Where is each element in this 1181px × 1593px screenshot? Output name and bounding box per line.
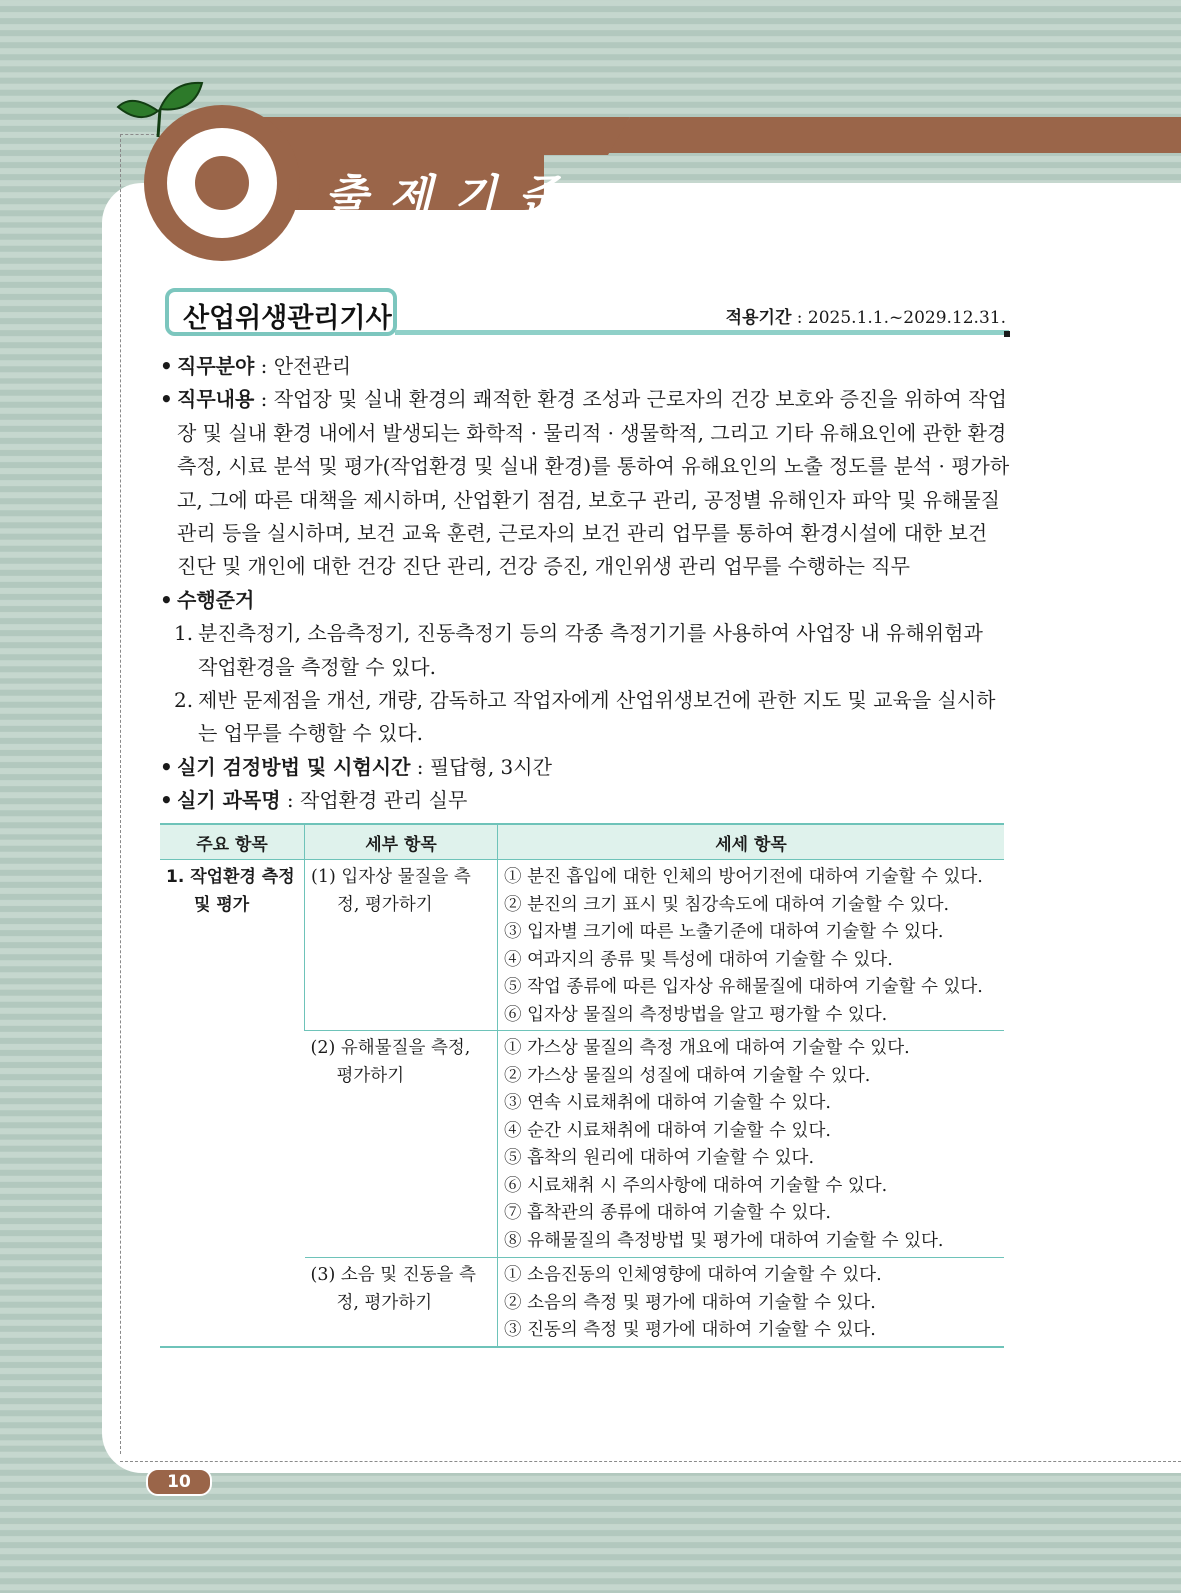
sub-item: (1) 입자상 물질을 측정, 평가하기 xyxy=(311,867,471,915)
cert-underline-end xyxy=(1004,331,1010,337)
detail-item: ① 분진 흡입에 대한 인체의 방어기전에 대하여 기술할 수 있다. xyxy=(504,867,983,887)
job-content-line: 진단 및 개인에 대한 건강 진단 관리, 건강 증진, 개인위생 관리 업무를 수행하는 직무 xyxy=(177,554,910,579)
job-field-value: : 안전관리 xyxy=(254,354,352,378)
exam-subject-value: : 작업환경 관리 실무 xyxy=(280,788,468,813)
cert-title: 산업위생관리기사 xyxy=(183,303,392,333)
job-content-label: 직무내용 xyxy=(177,387,255,412)
job-content xyxy=(160,383,1016,416)
header-title: 출제기준 xyxy=(325,171,584,222)
sub-item-cell xyxy=(305,1031,498,1258)
sub-item: (2) 유해물질을 측정, 평가하기 xyxy=(310,1038,471,1086)
criteria-label: 수행준거 xyxy=(177,587,255,612)
criteria-item-cont: 작업환경을 측정할 수 있다. xyxy=(198,654,436,679)
table-row xyxy=(160,860,1004,1031)
apply-period xyxy=(726,303,1006,328)
sub-item: (3) 소음 및 진동을 측정, 평가하기 xyxy=(310,1265,476,1313)
exam-method-value: : 필답형, 3시간 xyxy=(410,754,552,779)
header-stripe xyxy=(607,117,1181,153)
detail-item: ⑤ 흡착의 원리에 대하여 기술할 수 있다. xyxy=(504,1148,815,1168)
detail-item: ① 소음진동의 인체영향에 대하여 기술할 수 있다. xyxy=(504,1265,882,1285)
header-circle-inner xyxy=(195,156,249,210)
job-content-text: : 작업장 및 실내 환경의 쾌적한 환경 조성과 근로자의 건강 보호와 증진을 위하여 작업 xyxy=(254,387,1007,412)
detail-item: ③ 입자별 크기에 따른 노출기준에 대하여 기술할 수 있다. xyxy=(504,922,944,942)
apply-period-label: 적용기간 xyxy=(725,308,792,328)
detail-item: ③ 연속 시료채취에 대하여 기술할 수 있다. xyxy=(504,1093,831,1113)
criteria-item-number: 1. xyxy=(174,621,194,646)
page-number: 10 xyxy=(146,1468,212,1496)
table-header-sub: 세부 항목 xyxy=(305,824,498,860)
detail-item: ② 가스상 물질의 성질에 대하여 기술할 수 있다. xyxy=(504,1065,871,1086)
detail-cell xyxy=(498,1258,1005,1348)
detail-item: ② 소음의 측정 및 평가에 대하여 기술할 수 있다. xyxy=(504,1292,876,1313)
main-item-line: 1. 작업환경 측정 xyxy=(166,867,295,887)
dashed-border-bottom xyxy=(120,1461,1181,1462)
table-header-detail: 세세 항목 xyxy=(498,824,1005,860)
detail-item: ⑥ 입자상 물질의 측정방법을 알고 평가할 수 있다. xyxy=(504,1004,888,1025)
table-header-main: 주요 항목 xyxy=(160,824,305,860)
detail-item: ⑥ 시료채취 시 주의사항에 대하여 기술할 수 있다. xyxy=(504,1175,888,1196)
criteria-item-text: 제반 문제점을 개선, 개량, 감독하고 작업자에게 산업위생보건에 관한 지도 및 교육을 실시하 xyxy=(198,688,996,713)
detail-item: ④ 여과지의 종류 및 특성에 대하여 기술할 수 있다. xyxy=(504,949,893,970)
apply-period-value: : 2025.1.1.~2029.12.31. xyxy=(791,308,1006,328)
job-field xyxy=(160,350,1016,383)
detail-item: ③ 진동의 측정 및 평가에 대하여 기술할 수 있다. xyxy=(504,1320,876,1340)
info-section xyxy=(160,350,1016,818)
detail-item: ⑧ 유해물질의 측정방법 및 평가에 대하여 기술할 수 있다. xyxy=(504,1230,944,1251)
detail-item: ⑤ 작업 종류에 따른 입자상 유해물질에 대하여 기술할 수 있다. xyxy=(504,977,983,997)
sub-item-cell xyxy=(305,1258,498,1348)
job-content-line: 측정, 시료 분석 및 평가(작업환경 및 실내 환경)를 통하여 유해요인의 노출 정도를 분석 · 평가하 xyxy=(177,454,1010,479)
detail-cell xyxy=(498,1031,1005,1258)
criteria-item xyxy=(160,684,1016,717)
exam-method xyxy=(160,751,1016,784)
criteria-table xyxy=(160,823,1004,1348)
table-header-row xyxy=(160,824,1004,860)
job-content-line: 관리 등을 실시하며, 보건 교육 훈련, 근로자의 보건 관리 업무를 통하여 환경시설에 대한 보건 xyxy=(177,521,988,546)
criteria-item-number: 2. xyxy=(174,688,194,713)
dashed-border-left xyxy=(120,134,121,1454)
job-field-label: 직무분야 xyxy=(177,354,255,378)
criteria-item xyxy=(160,617,1016,650)
detail-item: ④ 순간 시료채취에 대하여 기술할 수 있다. xyxy=(504,1120,831,1141)
header-banner xyxy=(110,75,1181,265)
sub-item-cell xyxy=(305,860,498,1031)
detail-item: ② 분진의 크기 표시 및 침강속도에 대하여 기술할 수 있다. xyxy=(504,894,950,915)
job-content-line: 고, 그에 따른 대책을 제시하며, 산업환기 점검, 보호구 관리, 공정별 유해인자 파악 및 유해물질 xyxy=(177,487,1000,512)
criteria xyxy=(160,584,1016,617)
exam-subject xyxy=(160,784,1016,817)
main-item-cell xyxy=(160,860,305,1348)
criteria-item-cont: 는 업무를 수행할 수 있다. xyxy=(198,721,423,746)
main-item-line: 및 평가 xyxy=(194,894,250,915)
job-content-line: 장 및 실내 환경 내에서 발생되는 화학적 · 물리적 · 생물학적, 그리고 기타 유해요인에 관한 환경 xyxy=(177,420,1007,445)
detail-item: ⑦ 흡착관의 종류에 대하여 기술할 수 있다. xyxy=(504,1203,831,1223)
detail-item: ① 가스상 물질의 측정 개요에 대하여 기술할 수 있다. xyxy=(504,1038,910,1058)
cert-underline xyxy=(395,330,1009,335)
exam-subject-label: 실기 과목명 xyxy=(177,788,281,813)
criteria-item-text: 분진측정기, 소음측정기, 진동측정기 등의 각종 측정기기를 사용하여 사업장 내 유해위험과 xyxy=(198,621,983,646)
detail-cell xyxy=(498,860,1005,1031)
exam-method-label: 실기 검정방법 및 시험시간 xyxy=(177,754,411,779)
